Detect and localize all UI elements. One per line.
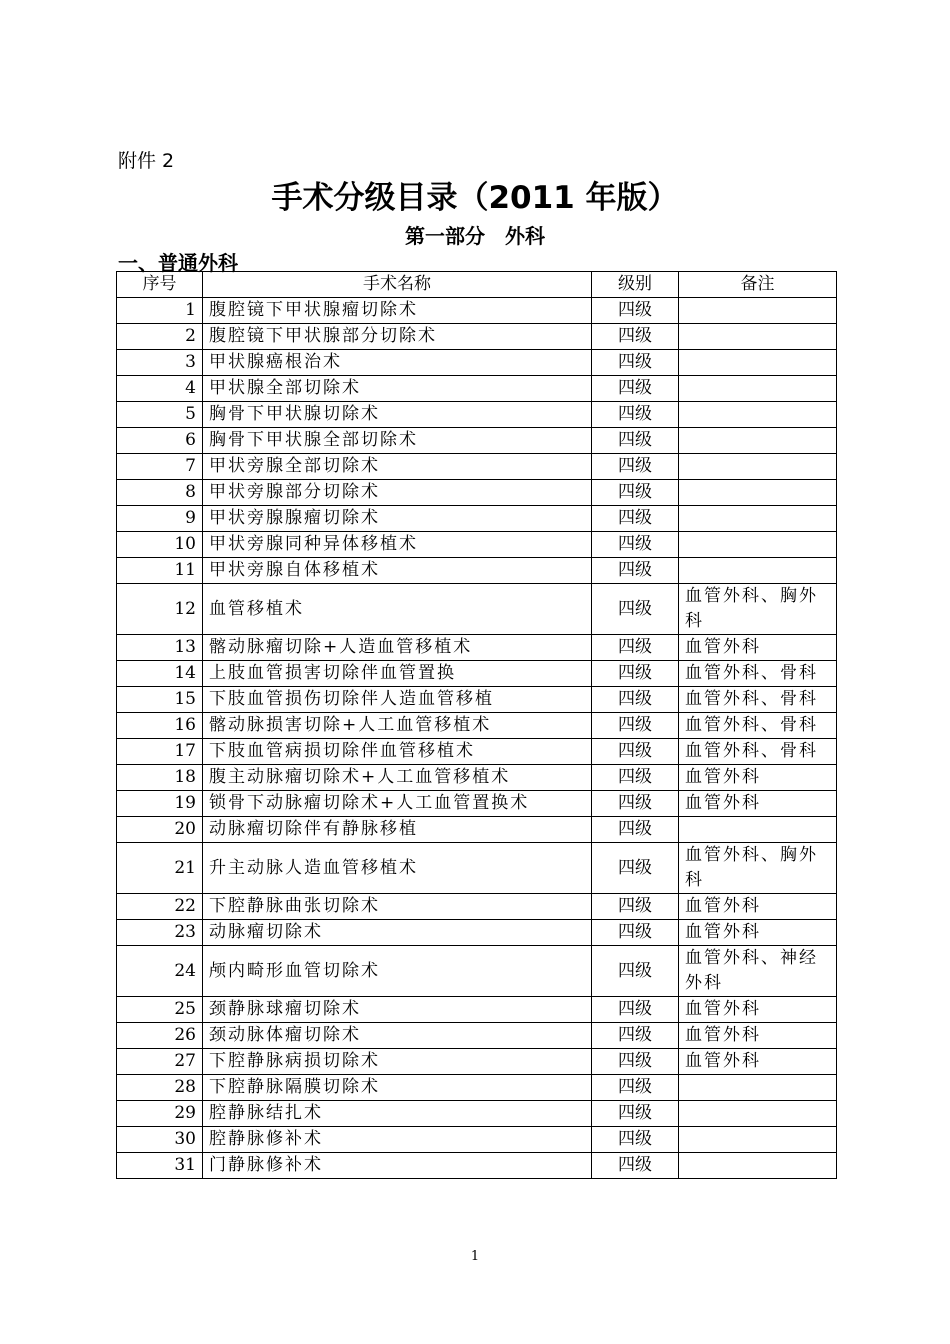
surgery-level: 四级 [592, 584, 679, 635]
surgery-name: 颈静脉球瘤切除术 [203, 997, 592, 1023]
surgery-note [679, 298, 837, 324]
column-header-level: 级别 [592, 272, 679, 298]
surgery-level: 四级 [592, 402, 679, 428]
surgery-level: 四级 [592, 376, 679, 402]
surgery-level: 四级 [592, 428, 679, 454]
surgery-level: 四级 [592, 532, 679, 558]
surgery-name: 动脉瘤切除伴有静脉移植 [203, 817, 592, 843]
table-row [117, 791, 837, 817]
surgery-level: 四级 [592, 687, 679, 713]
surgery-level: 四级 [592, 1153, 679, 1179]
surgery-level: 四级 [592, 480, 679, 506]
surgery-level: 四级 [592, 635, 679, 661]
surgery-note [679, 558, 837, 584]
row-number: 20 [117, 817, 203, 843]
surgery-name: 下肢血管病损切除伴血管移植术 [203, 739, 592, 765]
table-row [117, 843, 837, 894]
row-number: 19 [117, 791, 203, 817]
table-row [117, 584, 837, 635]
surgery-level: 四级 [592, 1049, 679, 1075]
table-row [117, 713, 837, 739]
table-row [117, 1101, 837, 1127]
surgery-level: 四级 [592, 1101, 679, 1127]
table-row [117, 376, 837, 402]
table-row [117, 661, 837, 687]
surgery-level: 四级 [592, 350, 679, 376]
surgery-note [679, 402, 837, 428]
table-row [117, 558, 837, 584]
surgery-level: 四级 [592, 997, 679, 1023]
table-row [117, 350, 837, 376]
surgery-level: 四级 [592, 661, 679, 687]
surgery-name: 下腔静脉曲张切除术 [203, 894, 592, 920]
table-row [117, 298, 837, 324]
table-row [117, 687, 837, 713]
surgery-name: 下腔静脉隔膜切除术 [203, 1075, 592, 1101]
row-number: 4 [117, 376, 203, 402]
table-row [117, 635, 837, 661]
surgery-note: 血管外科 [679, 997, 837, 1023]
surgery-name: 髂动脉损害切除+人工血管移植术 [203, 713, 592, 739]
surgery-note [679, 1127, 837, 1153]
surgery-note: 血管外科 [679, 765, 837, 791]
surgery-name: 上肢血管损害切除伴血管置换 [203, 661, 592, 687]
table-row [117, 997, 837, 1023]
row-number: 1 [117, 298, 203, 324]
surgery-name: 甲状旁腺腺瘤切除术 [203, 506, 592, 532]
surgery-note [679, 532, 837, 558]
surgery-name: 颅内畸形血管切除术 [203, 946, 592, 997]
row-number: 9 [117, 506, 203, 532]
surgery-level: 四级 [592, 298, 679, 324]
surgery-name: 甲状旁腺部分切除术 [203, 480, 592, 506]
surgery-level: 四级 [592, 843, 679, 894]
table-row [117, 1153, 837, 1179]
surgery-note: 血管外科、神经外科 [679, 946, 837, 997]
table-row [117, 480, 837, 506]
surgery-level: 四级 [592, 558, 679, 584]
surgery-name: 甲状旁腺自体移植术 [203, 558, 592, 584]
surgery-note: 血管外科 [679, 920, 837, 946]
column-header-number: 序号 [117, 272, 203, 298]
surgery-name: 胸骨下甲状腺切除术 [203, 402, 592, 428]
row-number: 18 [117, 765, 203, 791]
table-row [117, 765, 837, 791]
row-number: 14 [117, 661, 203, 687]
table-row [117, 506, 837, 532]
table-row [117, 324, 837, 350]
row-number: 3 [117, 350, 203, 376]
row-number: 23 [117, 920, 203, 946]
row-number: 27 [117, 1049, 203, 1075]
surgery-note: 血管外科 [679, 1049, 837, 1075]
surgery-note: 血管外科、骨科 [679, 739, 837, 765]
surgery-note [679, 506, 837, 532]
row-number: 16 [117, 713, 203, 739]
row-number: 5 [117, 402, 203, 428]
part-heading: 第一部分 外科 [405, 224, 545, 248]
surgery-level: 四级 [592, 894, 679, 920]
surgery-table [116, 271, 837, 1179]
row-number: 11 [117, 558, 203, 584]
surgery-note [679, 350, 837, 376]
surgery-note [679, 376, 837, 402]
table-header-row [117, 272, 837, 298]
surgery-name: 腹腔镜下甲状腺瘤切除术 [203, 298, 592, 324]
table-row [117, 946, 837, 997]
row-number: 28 [117, 1075, 203, 1101]
surgery-name: 腹腔镜下甲状腺部分切除术 [203, 324, 592, 350]
row-number: 24 [117, 946, 203, 997]
surgery-note [679, 324, 837, 350]
surgery-level: 四级 [592, 946, 679, 997]
table-row [117, 454, 837, 480]
row-number: 12 [117, 584, 203, 635]
surgery-note [679, 454, 837, 480]
surgery-note: 血管外科、骨科 [679, 687, 837, 713]
section-heading: 一、普通外科 [118, 251, 238, 275]
row-number: 21 [117, 843, 203, 894]
surgery-name: 腔静脉修补术 [203, 1127, 592, 1153]
row-number: 7 [117, 454, 203, 480]
table-row [117, 402, 837, 428]
row-number: 31 [117, 1153, 203, 1179]
surgery-level: 四级 [592, 1127, 679, 1153]
surgery-note [679, 1075, 837, 1101]
surgery-note: 血管外科 [679, 791, 837, 817]
surgery-level: 四级 [592, 1023, 679, 1049]
surgery-note: 血管外科 [679, 894, 837, 920]
table-row [117, 894, 837, 920]
surgery-note [679, 1101, 837, 1127]
row-number: 15 [117, 687, 203, 713]
column-header-name: 手术名称 [203, 272, 592, 298]
surgery-level: 四级 [592, 713, 679, 739]
table-row [117, 1127, 837, 1153]
row-number: 25 [117, 997, 203, 1023]
surgery-name: 甲状旁腺全部切除术 [203, 454, 592, 480]
surgery-name: 腔静脉结扎术 [203, 1101, 592, 1127]
surgery-level: 四级 [592, 920, 679, 946]
table-row [117, 920, 837, 946]
table-row [117, 532, 837, 558]
surgery-level: 四级 [592, 506, 679, 532]
surgery-note: 血管外科 [679, 1023, 837, 1049]
attachment-label: 附件 2 [118, 150, 175, 172]
surgery-name: 升主动脉人造血管移植术 [203, 843, 592, 894]
surgery-name: 下肢血管损伤切除伴人造血管移植 [203, 687, 592, 713]
row-number: 17 [117, 739, 203, 765]
row-number: 30 [117, 1127, 203, 1153]
row-number: 29 [117, 1101, 203, 1127]
surgery-note: 血管外科、胸外科 [679, 584, 837, 635]
surgery-name: 动脉瘤切除术 [203, 920, 592, 946]
surgery-name: 甲状腺全部切除术 [203, 376, 592, 402]
surgery-note: 血管外科 [679, 635, 837, 661]
surgery-name: 血管移植术 [203, 584, 592, 635]
row-number: 6 [117, 428, 203, 454]
surgery-note [679, 480, 837, 506]
table-row [117, 1049, 837, 1075]
document-title: 手术分级目录（2011 年版） [271, 180, 679, 216]
row-number: 22 [117, 894, 203, 920]
page-number: 1 [470, 1249, 480, 1264]
surgery-name: 髂动脉瘤切除+人造血管移植术 [203, 635, 592, 661]
surgery-note [679, 817, 837, 843]
table-body [117, 298, 837, 1179]
surgery-level: 四级 [592, 324, 679, 350]
surgery-level: 四级 [592, 454, 679, 480]
row-number: 13 [117, 635, 203, 661]
surgery-name: 门静脉修补术 [203, 1153, 592, 1179]
column-header-note: 备注 [679, 272, 837, 298]
surgery-level: 四级 [592, 791, 679, 817]
surgery-level: 四级 [592, 1075, 679, 1101]
surgery-name: 甲状腺癌根治术 [203, 350, 592, 376]
surgery-name: 颈动脉体瘤切除术 [203, 1023, 592, 1049]
surgery-note [679, 1153, 837, 1179]
surgery-name: 甲状旁腺同种异体移植术 [203, 532, 592, 558]
row-number: 2 [117, 324, 203, 350]
surgery-name: 锁骨下动脉瘤切除术+人工血管置换术 [203, 791, 592, 817]
surgery-name: 腹主动脉瘤切除术+人工血管移植术 [203, 765, 592, 791]
surgery-note: 血管外科、骨科 [679, 713, 837, 739]
table-row [117, 1075, 837, 1101]
surgery-level: 四级 [592, 739, 679, 765]
table-row [117, 428, 837, 454]
table-row [117, 1023, 837, 1049]
surgery-name: 下腔静脉病损切除术 [203, 1049, 592, 1075]
surgery-note: 血管外科、胸外科 [679, 843, 837, 894]
row-number: 8 [117, 480, 203, 506]
surgery-note: 血管外科、骨科 [679, 661, 837, 687]
table-row [117, 739, 837, 765]
surgery-level: 四级 [592, 817, 679, 843]
table-row [117, 817, 837, 843]
surgery-name: 胸骨下甲状腺全部切除术 [203, 428, 592, 454]
row-number: 26 [117, 1023, 203, 1049]
surgery-level: 四级 [592, 765, 679, 791]
surgery-note [679, 428, 837, 454]
row-number: 10 [117, 532, 203, 558]
